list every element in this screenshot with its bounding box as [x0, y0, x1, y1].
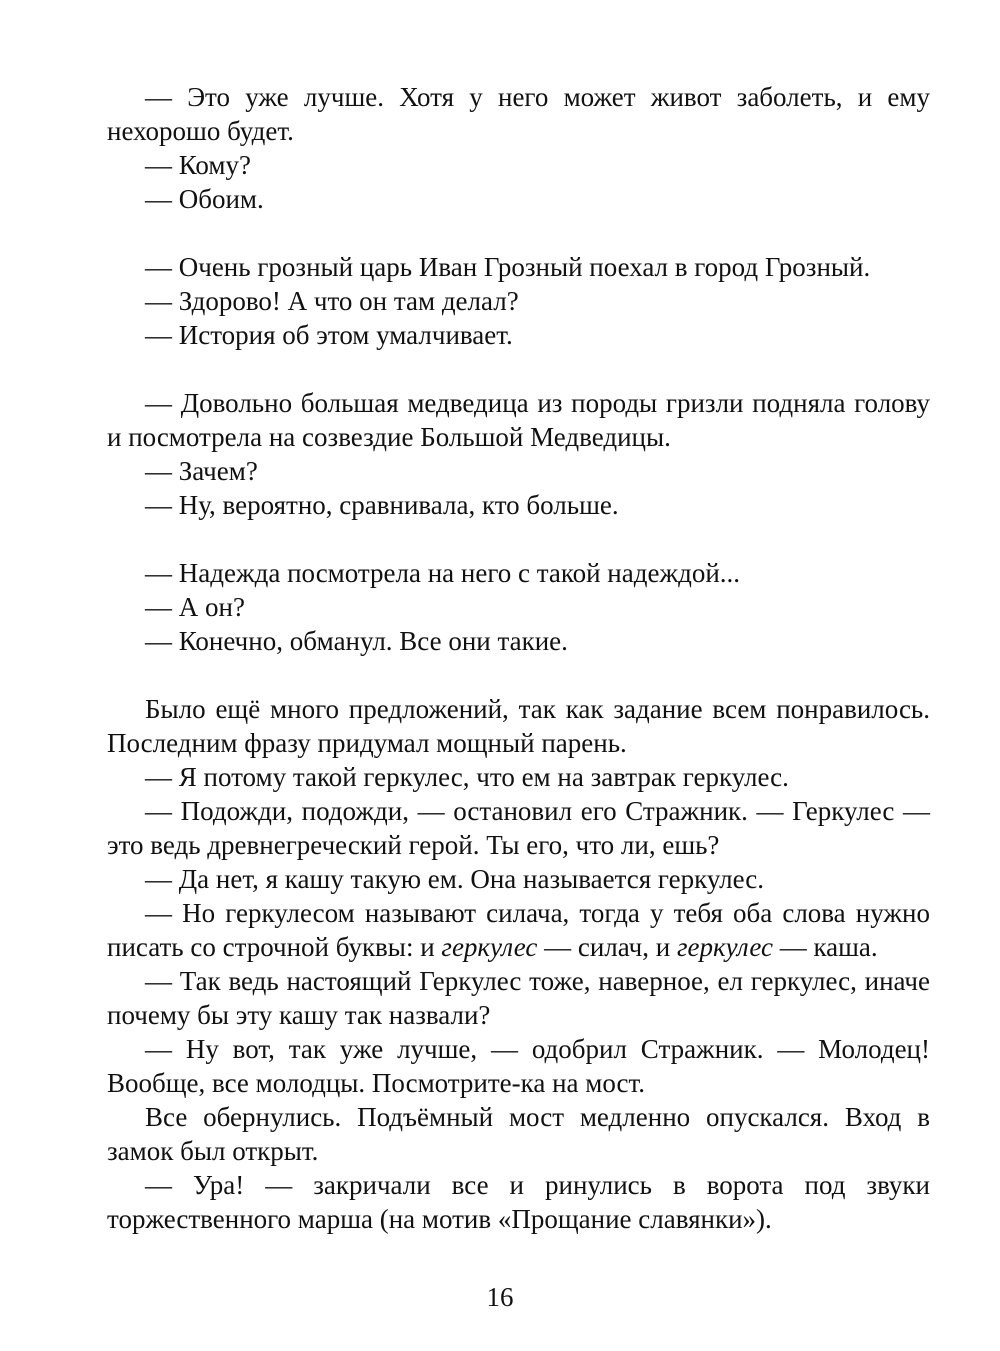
dialogue-block-2 [107, 250, 930, 352]
paragraph: — Да нет, я кашу такую ем. Она называется геркулес. [145, 864, 765, 894]
paragraph: Все обернулись. Подъёмный мост медленно опускался. Вход в замок был открыт. [107, 1102, 930, 1166]
paragraph: — Ну вот, так уже лучше, — одобрил Стражник. — Молодец! Вообще, все молодцы. Посмотрите-ка на мост. [107, 1034, 930, 1098]
dialogue-line: — Очень грозный царь Иван Грозный поехал в город Грозный. [145, 252, 871, 282]
paragraph: — Так ведь настоящий Геркулес тоже, наверное, ел геркулес, иначе почему бы эту кашу так назвали? [107, 966, 930, 1030]
dialogue-line: — Здорово! А что он там делал? [145, 286, 519, 316]
paragraph: — Ура! — закричали все и ринулись в ворота под звуки торжественного марша (на мотив «Прощание славянки»). [107, 1170, 930, 1234]
dialogue-line: — Конечно, обманул. Все они такие. [145, 626, 568, 656]
dialogue-line: — Довольно большая медведица из породы гризли подняла голову и посмотрела на созвездие Большой Медведицы. [107, 388, 930, 452]
paragraph: Было ещё много предложений, так как задание всем понравилось. Последним фразу придумал мощный парень. [107, 694, 930, 758]
italic-term: геркулес [441, 932, 538, 962]
dialogue-block-3 [107, 386, 930, 522]
narrative-block [107, 692, 930, 1236]
dialogue-line: — Зачем? [145, 456, 258, 486]
page-number: 16 [486, 1282, 514, 1312]
dialogue-line: — Ну, вероятно, сравнивала, кто больше. [145, 490, 619, 520]
text-column [107, 80, 930, 1236]
dialogue-line: — История об этом умалчивает. [145, 320, 513, 350]
dialogue-line: — А он? [145, 592, 245, 622]
paragraph: — Я потому такой геркулес, что ем на завтрак геркулес. [145, 762, 789, 792]
dialogue-block-1 [107, 80, 930, 216]
text-run: — силач, и [537, 932, 677, 962]
dialogue-line: — Кому? [145, 150, 251, 180]
text-run: — Но геркулесом называют силача, тогда у тебя оба слова нужно писать со строчной буквы: и [107, 898, 930, 962]
italic-term: геркулес [676, 932, 773, 962]
paragraph: — Подожди, подожди, — остановил его Стражник. — Геркулес — это ведь древнегреческий герой. Ты его, что ли, ешь? [107, 796, 930, 860]
dialogue-block-4 [107, 556, 930, 658]
paragraph [107, 896, 930, 964]
dialogue-line: — Обоим. [145, 184, 264, 214]
dialogue-line: — Это уже лучше. Хотя у него может живот заболеть, и ему нехорошо будет. [107, 82, 930, 146]
text-run: — каша. [772, 932, 878, 962]
dialogue-line: — Надежда посмотрела на него с такой надеждой... [145, 558, 741, 588]
